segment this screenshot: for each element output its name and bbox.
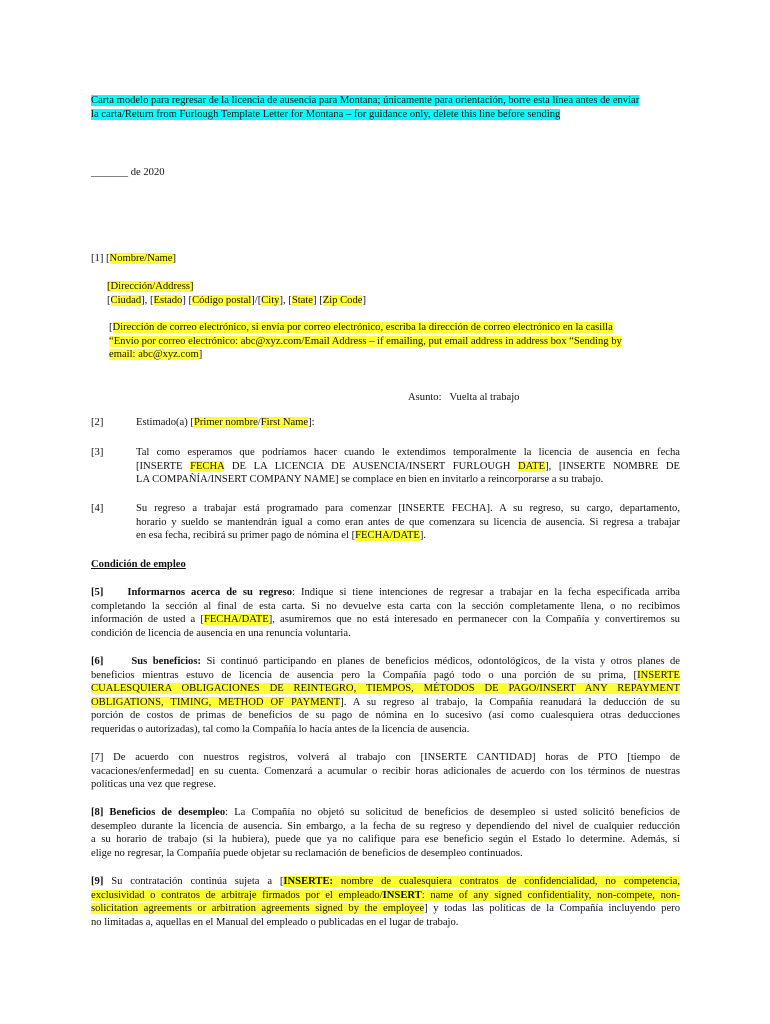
separator: ] [ [182,295,193,306]
agreements-placeholder: exclusividad o contratos de arbitraje firmados por el empleado/ [91,889,383,901]
paragraph-6 [91,655,680,737]
paragraph-7-line3: políticas una vez que regrese. [91,779,217,791]
text: beneficios mientras estuvo de licencia de ausencia pero la Compañía pagó todo o una porción de su prima, [ [91,669,638,681]
bracket: [ [107,295,111,306]
paragraph-3 [136,446,680,487]
bracket: ] [362,295,366,306]
paragraph-3-line2 [136,460,680,474]
separator: ], [ [279,295,292,306]
paragraph-6-line2 [91,669,680,683]
city-placeholder-en: City [261,295,280,306]
email-instruction-block [109,321,669,362]
agreements-placeholder: : name of any signed confidentiality, non-compete, non- [421,889,680,901]
paragraph-5-line4: condición de licencia de ausencia en una renuncia voluntaria. [91,627,351,639]
zip-placeholder-es: Código postal [192,295,252,306]
text: información de usted a [ [91,614,204,626]
separator: ], [ [141,295,154,306]
paragraph-3-line3: LA COMPAÑÍA/INSERT COMPANY NAME] se complace en bien en invitarlo a reincorporarse a su trabajo. [136,474,604,486]
zip-placeholder-en: Zip Code [322,295,363,306]
date-placeholder: FECHA/DATE [203,614,269,626]
subject-label: Asunto: [408,392,442,403]
insert-label: INSERT [382,889,422,901]
paragraph-number: [5] [91,587,104,598]
city-placeholder-es: Ciudad [110,295,142,306]
subject-line [408,391,519,405]
paragraph-8-line4: elige no regresar, la Compañía puede objetar su reclamación de beneficios de desempleo continuados. [91,847,523,859]
paragraph-7-line1: [7] De acuerdo con nuestros registros, volverá al trabajo con [INSERTE CANTIDAD] horas de PTO [tiempo de [91,752,680,763]
guidance-note [91,94,681,121]
paragraph-number: [9] [91,876,104,887]
paragraph-5 [91,586,680,640]
bracket: ] [172,253,177,264]
text: DE LA LICENCIA DE AUSENCIA/INSERT FURLOUGH [224,460,519,472]
state-placeholder-en: State [291,295,314,306]
email-instruction-line1: Dirección de correo electrónico, si envía por correo electrónico, escriba la dirección de correo electrónico en la casilla [112,322,613,333]
text: : Indique si tiene intenciones de regresar a trabajar en la fecha especificada arriba [292,587,681,598]
date-placeholder-en: DATE [518,460,546,472]
paragraph-9 [91,875,680,929]
insert-label: INSERTE: [283,876,334,887]
recipient-name-line [91,252,176,266]
separator: / [257,417,261,428]
agreements-placeholder: nombre de cualesquiera contratos de confidencialidad, no competencia, [333,876,680,887]
email-instruction-line2: “Envío por correo electrónico: abc@xyz.com/Email Address – if emailing, put email address in address box “Sending by [109,335,622,347]
paragraph-8-title: [8] Beneficios de desempleo [91,807,226,818]
paragraph-5-line2: completando la sección al final de esta carta. Si no devuelve esta carta con la sección completamente llena, o no recibimos [91,600,680,612]
recipient-address [107,280,193,294]
separator: ]/[ [251,295,262,306]
paragraph-5-title: Informarnos acerca de su regreso [127,587,293,598]
text: ]. A su regreso al trabajo, la Compañía reanudará la deducción de su [340,696,680,708]
bracket: [ [106,253,110,264]
agreements-placeholder: solicitation agreements or arbitration agreements signed by the employee [91,903,425,915]
text: ] y todas las políticas de la Compañía incluyendo pero [424,903,680,915]
guidance-note-line1: Carta modelo para regresar de la licencia de ausencia para Montana; únicamente para orientación, borre esta línea antes de enviar [91,95,640,106]
guidance-note-line2: la carta/Return from Furlough Template Letter for Montana – for guidance only, delete this line before sending [91,108,561,120]
paragraph-4-line2: horario y sueldo se mantendrán igual a como eran antes de que comenzara su licencia de ausencia. Si regresa a trabajar [136,516,680,528]
text: Su contratación continúa sujeta a [ [103,876,284,887]
paragraph-4-line1: Su regreso a trabajar está programado para comenzar [INSERTE FECHA]. A su regreso, su cargo, departamento, [136,503,680,514]
paragraph-5-line1 [91,586,680,600]
bracket: [ [109,322,113,333]
text: [INSERTE [136,460,191,472]
subject-value: Vuelta al trabajo [449,392,520,403]
address-placeholder: [Dirección/Address] [107,281,194,292]
paragraph-number: [3] [91,447,104,458]
text: ], [INSERTE NOMBRE DE [545,460,681,472]
paragraph-9-line4: no limitadas a, aquellas en el Manual del empleado o publicadas en el lugar de trabajo. [91,916,459,928]
paragraph-number: [6] [91,656,104,667]
text: : La Compañía no objetó su solicitud de beneficios de desempleo si usted solicitó beneficios de [225,807,680,818]
section-heading: Condición de empleo [91,559,186,570]
email-instruction-line3: email: abc@xyz.com [109,349,199,361]
paragraph-7 [91,751,680,792]
paragraph-7-line2: vacaciones/enfermedad] en su cuenta. Comenzará a acumular o recibir horas adicionales de acuerdo con los términos de nuestras [91,765,680,777]
first-name-placeholder-es: Primer nombre [193,417,258,428]
salutation-text: Estimado(a) [ [136,417,194,428]
paragraph-number: [2] [91,417,104,428]
paragraph-6-line6: requeridas o autorizadas), tal como la Compañía lo hacía antes de la licencia de ausencia. [91,723,470,735]
date-placeholder: FECHA/DATE [355,530,420,542]
paragraph-6-line5: porción de costos de primas de beneficios de su pago de nómina en lo sucesivo (así como cualesquiera otras deducciones [91,710,680,722]
repayment-placeholder: CUALESQUIERA OBLIGACIONES DE REINTEGRO, TIEMPOS, MÉTODOS DE PAGO/INSERT ANY REPAYMENT [91,683,680,695]
paragraph-6-line1 [91,655,680,669]
text: Si continuó participando en planes de beneficios médicos, odontológicos, de la vista y otros planes de [201,656,680,667]
paragraph-3-line1: Tal como esperamos que podríamos hacer cuando le extendimos temporalmente la licencia de ausencia en fecha [136,447,680,458]
bracket: ] [198,349,203,361]
text: ], asumiremos que no está interesado en permanecer con la Compañía y convertiremos su [268,614,680,626]
recipient-number: [1] [91,253,104,264]
paragraph-8-line3: a su horario de trabajo (si la hubiera), puede que ya no califique para ese beneficio según el Estado lo determine. Además, si [91,834,680,846]
paragraph-number: [4] [91,503,104,514]
bracket: ]: [308,417,315,428]
repayment-placeholder: OBLIGATIONS, TIMING, METHOD OF PAYMENT [91,696,341,708]
state-placeholder-es: Estado [153,295,183,306]
paragraph-8-line1 [91,806,680,820]
paragraph-6-title: Sus beneficios: [131,656,201,667]
first-name-placeholder-en: First Name [260,417,309,428]
date-line: _______ de 2020 [91,167,165,178]
recipient-city-line [107,294,366,308]
paragraph-8 [91,806,680,860]
paragraph-4 [136,502,680,543]
paragraph-5-line3 [91,613,680,627]
repayment-placeholder: INSERTE [637,669,680,681]
recipient-name: Nombre/Name [109,253,173,264]
text: en esa fecha, recibirá su primer pago de nómina el [ [136,530,356,542]
separator: ] [ [313,295,323,306]
paragraph-9-line1 [91,875,680,889]
paragraph-6-line4 [91,696,680,710]
salutation [136,416,315,430]
paragraph-4-line3 [136,529,680,543]
paragraph-9-line2 [91,889,680,903]
paragraph-6-line3 [91,682,680,696]
paragraph-8-line2: desempleo durante la licencia de ausencia. Sin embargo, a la fecha de su regreso y dependiendo del nivel de cualquier reducción [91,820,680,832]
paragraph-9-line3 [91,902,680,916]
date-placeholder-es: FECHA [190,460,225,472]
text: ]. [419,530,427,542]
